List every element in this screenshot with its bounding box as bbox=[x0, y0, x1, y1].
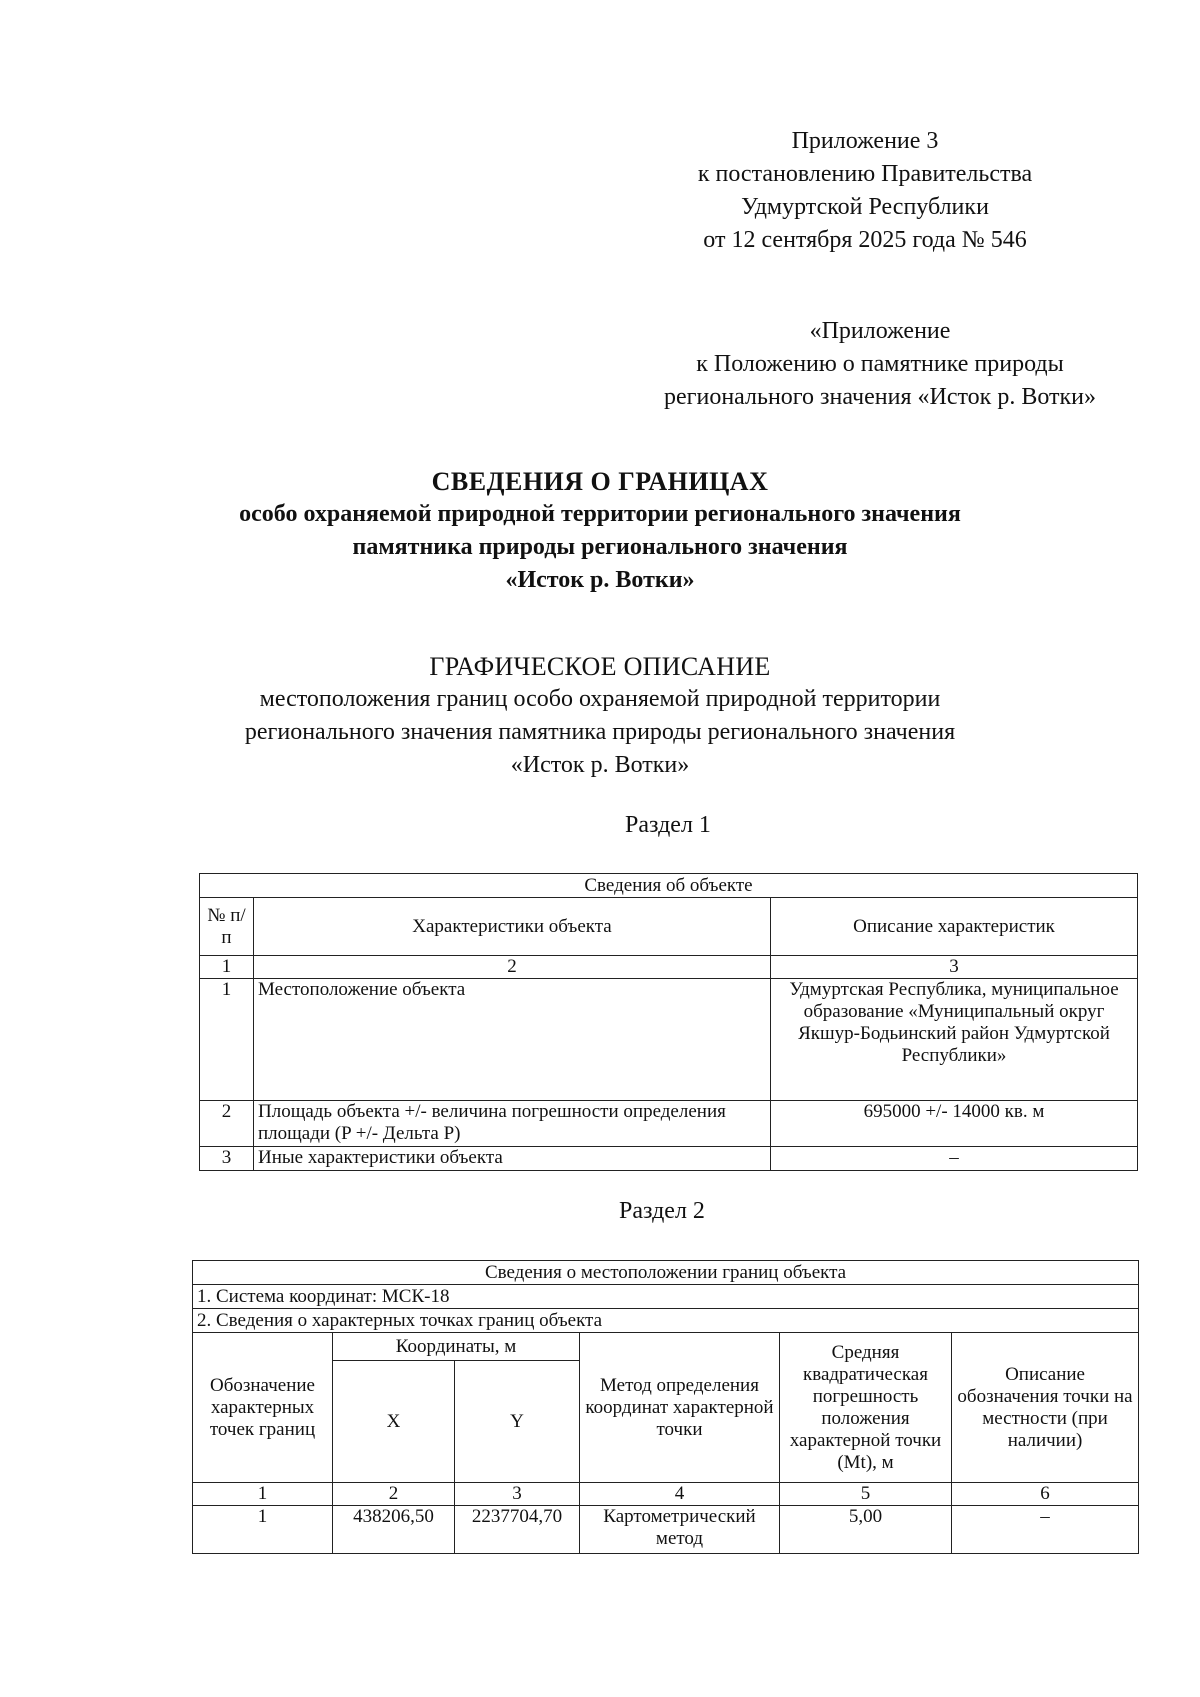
index-cell: 3 bbox=[771, 956, 1138, 979]
section2-heading: Раздел 2 bbox=[619, 1198, 705, 1224]
table-row bbox=[200, 979, 1138, 1101]
header-line: Приложение 3 bbox=[791, 128, 939, 154]
table2-caption: Сведения о местоположении границ объекта bbox=[193, 1261, 1139, 1285]
row-characteristic: Площадь объекта +/- величина погрешности определения площади (P +/- Дельта P) bbox=[254, 1101, 771, 1147]
header-coordinates: Координаты, м bbox=[333, 1333, 580, 1361]
header-designation: Обозначение характерных точек границ bbox=[193, 1333, 333, 1483]
annex-line: к Положению о памятнике природы bbox=[696, 351, 1064, 377]
table1-caption: Сведения об объекте bbox=[200, 874, 1138, 898]
annex-line: «Приложение bbox=[809, 318, 951, 344]
header-y: Y bbox=[455, 1361, 580, 1483]
row-description: Удмуртская Республика, муниципальное образование «Муниципальный округ Якшур-Бодьинский район Удмуртской Республики» bbox=[771, 979, 1138, 1101]
boundary-location-table bbox=[192, 1260, 1139, 1554]
point-error: 5,00 bbox=[780, 1506, 952, 1554]
graphic-main: ГРАФИЧЕСКОЕ ОПИСАНИЕ bbox=[429, 652, 771, 681]
index-cell: 1 bbox=[200, 956, 254, 979]
point-x: 438206,50 bbox=[333, 1506, 455, 1554]
row-num: 1 bbox=[200, 979, 254, 1101]
graphic-line: местоположения границ особо охраняемой природной территории bbox=[259, 686, 941, 712]
index-cell: 3 bbox=[455, 1483, 580, 1506]
index-cell: 2 bbox=[333, 1483, 455, 1506]
point-designation: 1 bbox=[193, 1506, 333, 1554]
title-line: памятника природы регионального значения bbox=[352, 534, 848, 560]
object-info-table bbox=[199, 873, 1138, 1171]
points-title: 2. Сведения о характерных точках границ объекта bbox=[193, 1309, 1139, 1333]
appendix-header bbox=[655, 125, 1075, 257]
header-line: от 12 сентября 2025 года № 546 bbox=[703, 227, 1027, 253]
annex-header bbox=[610, 315, 1150, 414]
index-cell: 6 bbox=[952, 1483, 1139, 1506]
header-point-description: Описание обозначения точки на местности (при наличии) bbox=[952, 1333, 1139, 1483]
title-line: особо охраняемой природной территории регионального значения bbox=[239, 501, 961, 527]
document-title bbox=[180, 465, 1020, 597]
row-characteristic: Местоположение объекта bbox=[254, 979, 771, 1101]
header-description: Описание характеристик bbox=[771, 898, 1138, 956]
row-characteristic: Иные характеристики объекта bbox=[254, 1147, 771, 1171]
header-characteristic: Характеристики объекта bbox=[254, 898, 771, 956]
table-row bbox=[200, 1147, 1138, 1171]
index-cell: 1 bbox=[193, 1483, 333, 1506]
header-x: X bbox=[333, 1361, 455, 1483]
section1-heading: Раздел 1 bbox=[625, 812, 711, 838]
row-num: 2 bbox=[200, 1101, 254, 1147]
table-row bbox=[200, 1101, 1138, 1147]
graphic-line: «Исток р. Вотки» bbox=[510, 752, 690, 778]
point-description: – bbox=[952, 1506, 1139, 1554]
title-main: СВЕДЕНИЯ О ГРАНИЦАХ bbox=[431, 467, 769, 496]
header-num: № п/п bbox=[200, 898, 254, 956]
header-line: Удмуртской Республики bbox=[741, 194, 989, 220]
annex-line: регионального значения «Исток р. Вотки» bbox=[663, 384, 1097, 410]
point-y: 2237704,70 bbox=[455, 1506, 580, 1554]
graphic-line: регионального значения памятника природы регионального значения bbox=[244, 719, 956, 745]
graphic-description-title bbox=[180, 650, 1020, 782]
title-line: «Исток р. Вотки» bbox=[505, 567, 695, 593]
row-description: 695000 +/- 14000 кв. м bbox=[771, 1101, 1138, 1147]
index-cell: 5 bbox=[780, 1483, 952, 1506]
header-method: Метод определения координат характерной точки bbox=[580, 1333, 780, 1483]
table-row bbox=[193, 1506, 1139, 1554]
header-error: Средняя квадратическая погрешность положения характерной точки (Mt), м bbox=[780, 1333, 952, 1483]
row-description: – bbox=[771, 1147, 1138, 1171]
index-cell: 4 bbox=[580, 1483, 780, 1506]
row-num: 3 bbox=[200, 1147, 254, 1171]
index-cell: 2 bbox=[254, 956, 771, 979]
header-line: к постановлению Правительства bbox=[697, 161, 1033, 187]
point-method: Картометрический метод bbox=[580, 1506, 780, 1554]
coordinate-system: 1. Система координат: МСК-18 bbox=[193, 1285, 1139, 1309]
